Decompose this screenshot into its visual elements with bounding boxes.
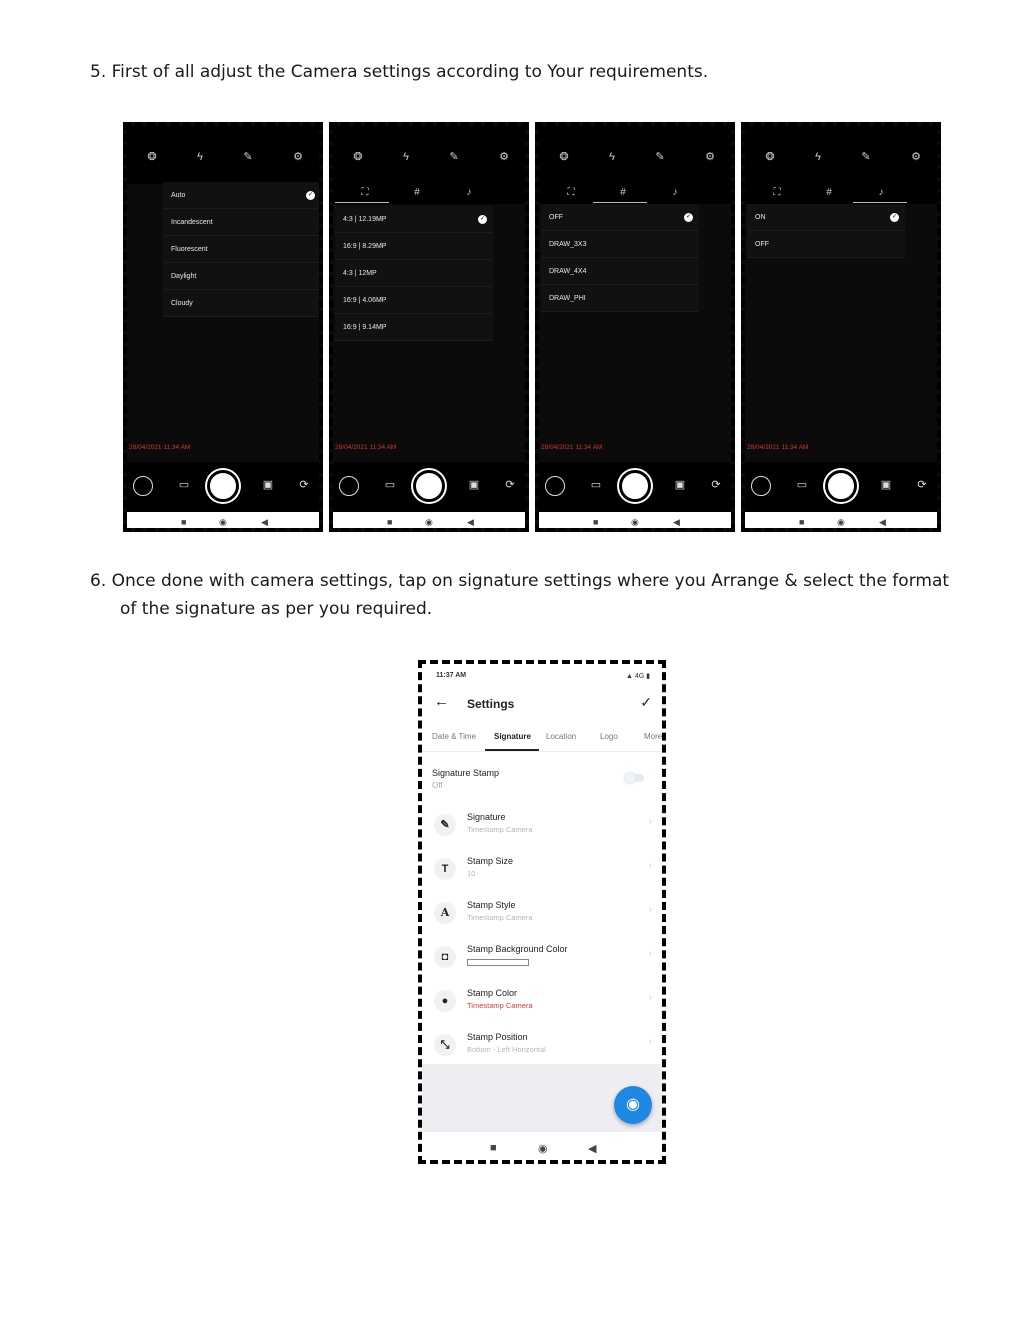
option-item[interactable] <box>335 314 493 341</box>
home-icon[interactable]: ◉ <box>631 517 639 527</box>
aperture-icon[interactable]: ❂ <box>147 151 157 163</box>
sound-tab-icon[interactable]: ♪ <box>466 187 472 198</box>
option-label: OFF <box>755 241 769 248</box>
gallery-icon[interactable]: ▣ <box>674 479 686 491</box>
mode-ring-icon[interactable] <box>751 476 771 496</box>
camera-screenshot-4 <box>741 122 941 532</box>
mode-ring-icon[interactable] <box>339 476 359 496</box>
camera-screenshot-1 <box>123 122 323 532</box>
row-label: Stamp Color <box>467 988 518 998</box>
option-item[interactable] <box>541 285 699 312</box>
settings-screenshot <box>418 660 666 1164</box>
shutter-button[interactable] <box>413 470 445 502</box>
option-label: Daylight <box>171 273 197 280</box>
background-color-swatch <box>467 959 529 966</box>
camera-controls <box>745 462 937 512</box>
checkmark-icon[interactable]: ✓ <box>640 694 652 710</box>
option-label: Cloudy <box>171 300 193 307</box>
signature-stamp-label: Signature Stamp <box>432 768 500 778</box>
option-label: DRAW_4X4 <box>549 268 587 275</box>
option-label: 16:9 | 4.06MP <box>343 297 387 304</box>
page-title: Settings <box>467 697 515 711</box>
gear-icon[interactable]: ⚙ <box>705 151 715 163</box>
grid-tab-icon[interactable]: # <box>620 187 626 198</box>
status-network: ▲ 4G ▮ <box>625 673 650 680</box>
android-navbar <box>333 512 525 532</box>
palette-icon: ● <box>434 990 456 1012</box>
resolution-tab-icon[interactable]: ⛶ <box>567 187 575 198</box>
status-time: 11:37 AM <box>436 672 467 679</box>
camera-settings-tabs <box>539 182 731 204</box>
video-icon[interactable]: ▭ <box>178 479 190 491</box>
back-icon[interactable]: ◀ <box>261 517 268 527</box>
aperture-icon[interactable]: ❂ <box>765 151 775 163</box>
shutter-button[interactable] <box>619 470 651 502</box>
recents-icon[interactable]: ■ <box>799 517 805 527</box>
option-label: 4:3 | 12.19MP <box>343 216 387 223</box>
camera-controls <box>539 462 731 512</box>
option-item[interactable] <box>163 209 321 236</box>
mode-ring-icon[interactable] <box>545 476 565 496</box>
edit-icon[interactable]: ✎ <box>861 151 871 163</box>
option-label: Fluorescent <box>171 246 208 253</box>
row-label: Stamp Style <box>467 900 516 910</box>
option-label: DRAW_3X3 <box>549 241 587 248</box>
back-icon[interactable]: ◀ <box>588 1143 597 1155</box>
gear-icon[interactable]: ⚙ <box>499 151 509 163</box>
step-6-line-2: of the signature as per you required. <box>120 599 433 619</box>
option-item[interactable] <box>335 233 493 260</box>
settings-row-stamp-size[interactable] <box>422 850 662 894</box>
position-icon: ⤡ <box>434 1034 456 1056</box>
home-icon[interactable]: ◉ <box>219 517 227 527</box>
chevron-right-icon: › <box>648 992 652 1003</box>
tab-date-time[interactable]: Date & Time <box>432 732 477 741</box>
camera-topbar <box>745 126 937 184</box>
switch-camera-icon[interactable]: ⟳ <box>505 479 515 491</box>
option-label: 16:9 | 9.14MP <box>343 324 387 331</box>
edit-icon[interactable]: ✎ <box>243 151 253 163</box>
camera-settings-tabs <box>333 182 525 204</box>
camera-screenshot-3 <box>535 122 735 532</box>
checkmark-icon: ✓ <box>479 216 486 222</box>
recents-icon[interactable]: ■ <box>387 517 393 527</box>
timestamp-overlay: 28/04/2021 11:34 AM <box>335 444 397 451</box>
sound-tab-icon[interactable]: ♪ <box>672 187 678 198</box>
camera-topbar <box>127 126 319 184</box>
options-list <box>541 204 699 312</box>
recents-icon[interactable]: ■ <box>490 1142 497 1154</box>
settings-tabs <box>422 726 662 752</box>
row-label: Stamp Position <box>467 1032 528 1042</box>
timestamp-overlay: 28/04/2021 11:34 AM <box>541 444 603 451</box>
option-item[interactable] <box>747 231 905 258</box>
camera-settings-tabs <box>745 182 937 204</box>
option-item[interactable] <box>163 182 321 209</box>
back-arrow-icon[interactable]: ← <box>434 693 449 710</box>
edit-icon[interactable]: ✎ <box>655 151 665 163</box>
video-icon[interactable]: ▭ <box>590 479 602 491</box>
network-label: 4G <box>634 673 645 680</box>
video-icon[interactable]: ▭ <box>384 479 396 491</box>
checkmark-icon: ✓ <box>307 192 314 198</box>
mode-ring-icon[interactable] <box>133 476 153 496</box>
recents-icon[interactable]: ■ <box>181 517 187 527</box>
option-item[interactable] <box>541 258 699 285</box>
back-icon[interactable]: ◀ <box>467 517 474 527</box>
option-item[interactable] <box>541 204 699 231</box>
flash-off-icon[interactable]: ϟ <box>815 151 821 163</box>
option-item[interactable] <box>163 236 321 263</box>
option-label: Auto <box>171 192 186 199</box>
row-value: Timestamp Camera <box>467 1001 533 1010</box>
sound-tab-icon[interactable]: ♪ <box>878 187 884 198</box>
active-tab-indicator <box>485 749 539 751</box>
flash-off-icon[interactable]: ϟ <box>609 151 615 163</box>
option-label: ON <box>755 214 766 221</box>
chevron-right-icon: › <box>648 948 652 959</box>
text-size-icon: T <box>434 858 456 880</box>
camera-controls <box>333 462 525 512</box>
option-label: 4:3 | 12MP <box>343 270 377 277</box>
row-value: Bottom - Left Horizontal <box>467 1045 546 1054</box>
signature-stamp-value: Off <box>432 781 443 790</box>
gallery-icon[interactable]: ▣ <box>880 479 892 491</box>
gear-icon[interactable]: ⚙ <box>911 151 921 163</box>
resolution-tab-icon[interactable]: ⛶ <box>773 187 781 198</box>
options-list <box>335 206 493 341</box>
android-navbar <box>127 512 319 532</box>
gallery-icon[interactable]: ▣ <box>468 479 480 491</box>
camera-controls <box>127 462 319 512</box>
preview-eye-button[interactable] <box>614 1086 652 1124</box>
option-item[interactable] <box>163 263 321 290</box>
row-label: Signature <box>467 812 506 822</box>
options-list <box>163 182 321 317</box>
settings-row-stamp-color[interactable] <box>422 982 662 1026</box>
row-value: 10 <box>467 869 476 878</box>
active-tab-underline <box>853 202 907 203</box>
chevron-right-icon: › <box>648 904 652 915</box>
video-icon[interactable]: ▭ <box>796 479 808 491</box>
font-icon: A <box>434 902 456 924</box>
chevron-right-icon: › <box>648 860 652 871</box>
row-label: Stamp Background Color <box>467 944 568 954</box>
eye-icon: ◉ <box>626 1096 640 1113</box>
tab-location[interactable]: Location <box>546 732 577 741</box>
row-label: Stamp Size <box>467 856 514 866</box>
timestamp-overlay: 28/04/2021 11:34 AM <box>129 444 191 451</box>
step-6-instruction <box>90 567 950 623</box>
timestamp-overlay: 28/04/2021 11:34 AM <box>747 444 809 451</box>
grid-tab-icon[interactable]: # <box>414 187 420 198</box>
option-label: 16:9 | 8.29MP <box>343 243 387 250</box>
active-tab-underline <box>335 202 389 203</box>
camera-screenshot-2 <box>329 122 529 532</box>
gear-icon[interactable]: ⚙ <box>293 151 303 163</box>
aperture-icon[interactable]: ❂ <box>559 151 569 163</box>
option-item[interactable] <box>335 287 493 314</box>
settings-row-stamp-background-color[interactable] <box>422 938 662 982</box>
android-navbar <box>745 512 937 532</box>
back-icon[interactable]: ◀ <box>673 517 680 527</box>
chevron-right-icon: › <box>648 1036 652 1047</box>
recents-icon[interactable]: ■ <box>593 517 599 527</box>
aperture-icon[interactable]: ❂ <box>353 151 363 163</box>
resolution-tab-icon[interactable]: ⛶ <box>361 187 369 198</box>
step-5-instruction: 5. First of all adjust the Camera settings according to Your requirements. <box>90 62 709 82</box>
home-icon[interactable]: ◉ <box>837 517 845 527</box>
option-label: DRAW_PHI <box>549 295 586 302</box>
camera-topbar <box>539 126 731 184</box>
shutter-button[interactable] <box>825 470 857 502</box>
settings-row-signature[interactable] <box>422 806 662 850</box>
checkmark-icon: ✓ <box>891 214 898 220</box>
gallery-icon[interactable]: ▣ <box>262 479 274 491</box>
option-item[interactable] <box>541 231 699 258</box>
row-value: Timestamp Camera <box>467 825 533 834</box>
settings-row-stamp-style[interactable] <box>422 894 662 938</box>
active-tab-underline <box>593 202 647 203</box>
flash-off-icon[interactable]: ϟ <box>197 151 203 163</box>
android-navbar <box>422 1134 662 1164</box>
checkmark-icon: ✓ <box>685 214 692 220</box>
row-value: Timestamp Camera <box>467 913 533 922</box>
switch-camera-icon[interactable]: ⟳ <box>299 479 309 491</box>
back-icon[interactable]: ◀ <box>879 517 886 527</box>
camera-topbar <box>333 126 525 184</box>
shutter-button[interactable] <box>207 470 239 502</box>
tab-logo[interactable]: Logo <box>600 732 618 741</box>
option-item[interactable] <box>335 206 493 233</box>
option-label: OFF <box>549 214 563 221</box>
pen-icon: ✎ <box>434 814 456 836</box>
chevron-right-icon: › <box>648 816 652 827</box>
options-list <box>747 204 905 258</box>
edit-icon[interactable]: ✎ <box>449 151 459 163</box>
option-item[interactable] <box>163 290 321 317</box>
background-color-icon: ◘ <box>434 946 456 968</box>
tab-signature[interactable]: Signature <box>494 732 531 741</box>
android-navbar <box>539 512 731 532</box>
switch-camera-icon[interactable]: ⟳ <box>917 479 927 491</box>
home-icon[interactable]: ◉ <box>538 1143 548 1155</box>
grid-tab-icon[interactable]: # <box>826 187 832 198</box>
tab-more[interactable]: More <box>644 732 663 741</box>
option-item[interactable] <box>747 204 905 231</box>
step-6-line-1: 6. Once done with camera settings, tap on signature settings where you Arrange & select the format <box>90 571 950 591</box>
home-icon[interactable]: ◉ <box>425 517 433 527</box>
option-item[interactable] <box>335 260 493 287</box>
switch-camera-icon[interactable]: ⟳ <box>711 479 721 491</box>
flash-off-icon[interactable]: ϟ <box>403 151 409 163</box>
option-label: Incandescent <box>171 219 213 226</box>
signature-stamp-toggle[interactable] <box>626 774 644 782</box>
